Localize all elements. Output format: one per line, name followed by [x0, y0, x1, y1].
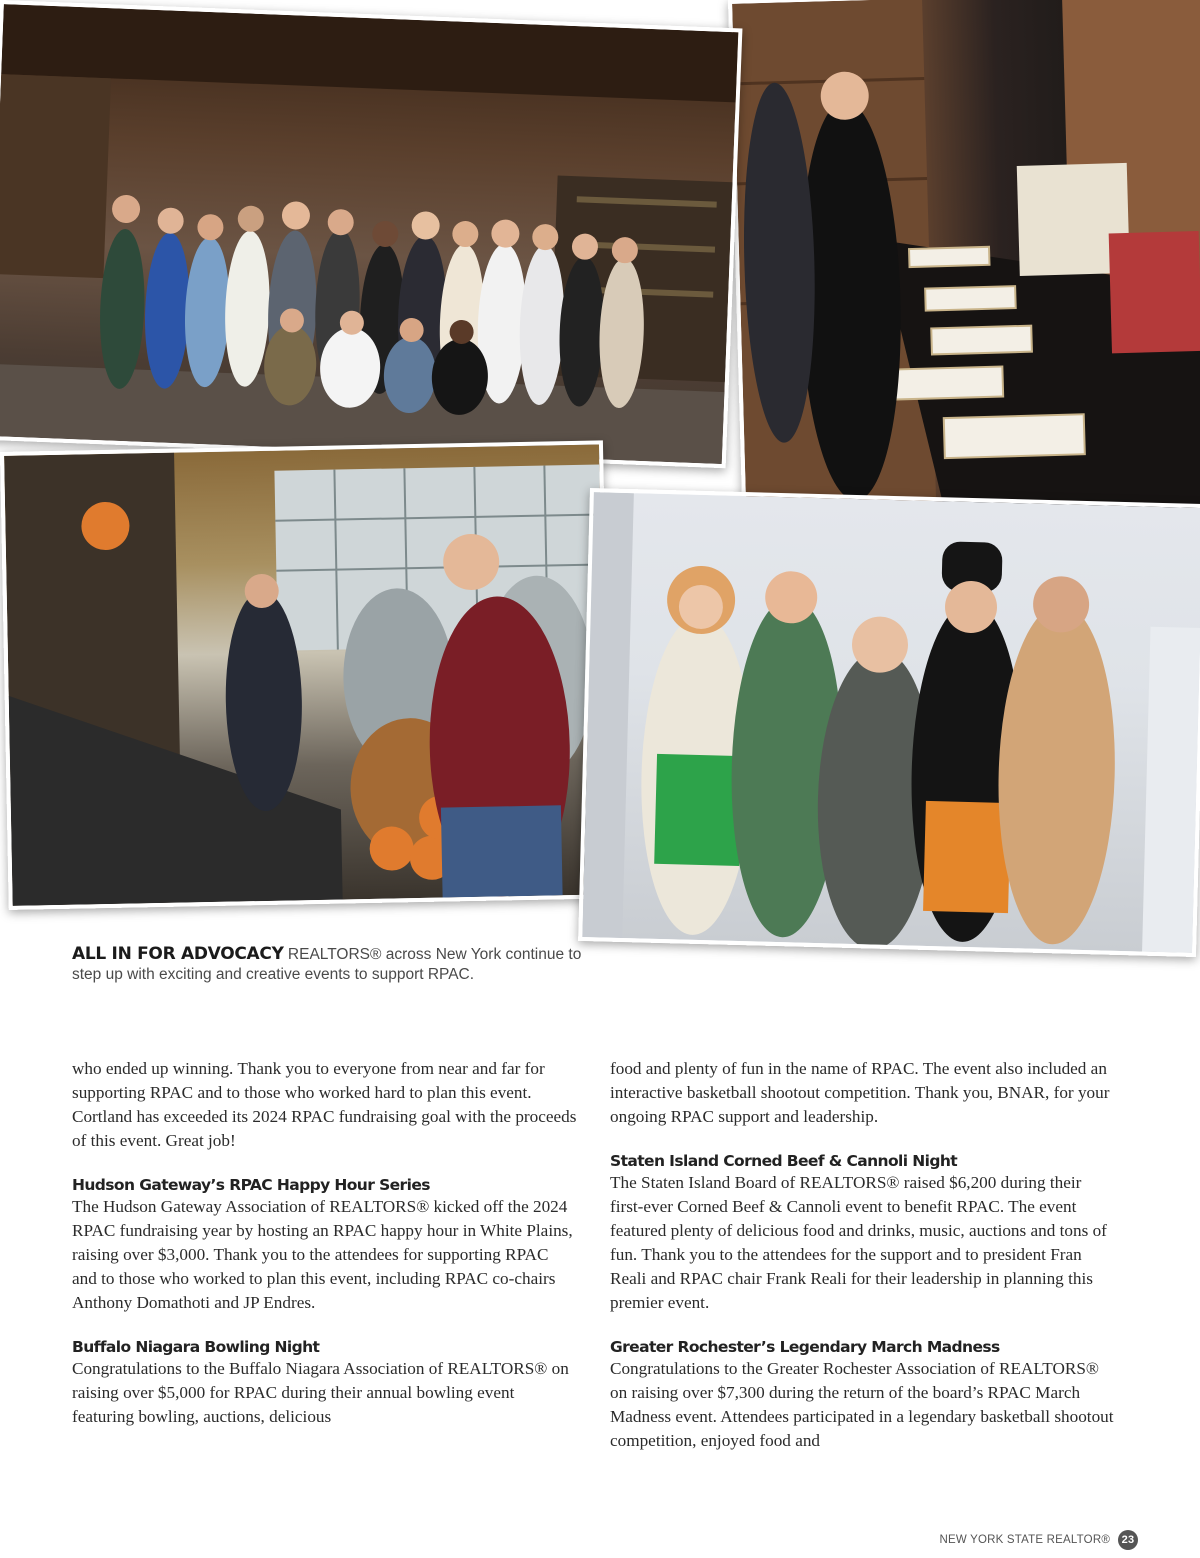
page-footer [940, 1530, 1138, 1550]
photo-caption [72, 944, 612, 985]
article-column-left [72, 1057, 577, 1429]
paragraph-intro-left: who ended up winning. Thank you to everyone from near and far for supporting RPAC and to those who worked hard to plan this event. Cortland has exceeded its 2024 RPAC fundraising goal with the proceeds of this event. Great job! [72, 1059, 577, 1150]
section-heading-hudson-gateway: Hudson Gateway’s RPAC Happy Hour Series [72, 1176, 430, 1194]
caption-kicker: ALL IN FOR ADVOCACY [72, 944, 284, 964]
photo-group-at-bar [0, 0, 742, 468]
paragraph-intro-right: food and plenty of fun in the name of RPAC. The event also included an interactive basketball shootout competition. Thank you, BNAR, for your ongoing RPAC support and leadership. [610, 1059, 1110, 1126]
group-photo-illustration [0, 4, 738, 464]
section-body-staten-island: The Staten Island Board of REALTORS® raised $6,200 during their first-ever Corned Beef & Cannoli event to benefit RPAC. The event featured plenty of delicious food and drinks, music, auctions and tons of fun. Thank you to the attendees for the support and to president Fran Reali and RPAC chair Frank Reali for their leadership in planning this premier event. [610, 1173, 1107, 1312]
section-heading-greater-rochester: Greater Rochester’s Legendary March Madness [610, 1338, 1000, 1356]
page-number: 23 [1118, 1530, 1138, 1550]
photo-silent-auction-table [728, 0, 1200, 528]
photo-group-with-bagpiper [578, 488, 1200, 957]
section-body-buffalo-niagara: Congratulations to the Buffalo Niagara Association of REALTORS® on raising over $5,000 for RPAC during their annual bowling event featuring bowling, auctions, delicious [72, 1359, 569, 1426]
brewery-photo-illustration [4, 445, 608, 906]
section-body-greater-rochester: Congratulations to the Greater Rochester Association of REALTORS® on raising over $7,300 during the return of the board’s RPAC March Madness event. Attendees participated in a legendary basketball shootout competition, enjoyed food and [610, 1359, 1114, 1450]
photo-basketball-shootout [0, 440, 612, 909]
auction-photo-illustration [732, 0, 1200, 524]
section-heading-staten-island: Staten Island Corned Beef & Cannoli Night [610, 1152, 958, 1170]
section-heading-buffalo-niagara: Buffalo Niagara Bowling Night [72, 1338, 320, 1356]
publication-name: NEW YORK STATE REALTOR® [939, 1534, 1110, 1546]
section-body-hudson-gateway: The Hudson Gateway Association of REALTORS® kicked off the 2024 RPAC fundraising year by hosting an RPAC happy hour in White Plains, raising over $3,000. Thank you to the attendees for supporting RPAC and to those who worked to plan this event, including RPAC co-chairs Anthony Domathoti and JP Endres. [72, 1197, 573, 1312]
caption-text: REALTORS® across New York continue to step up with exciting and creative events to support RPAC. [72, 946, 582, 983]
article-column-right [610, 1057, 1115, 1453]
bagpiper-photo-illustration [582, 492, 1200, 953]
